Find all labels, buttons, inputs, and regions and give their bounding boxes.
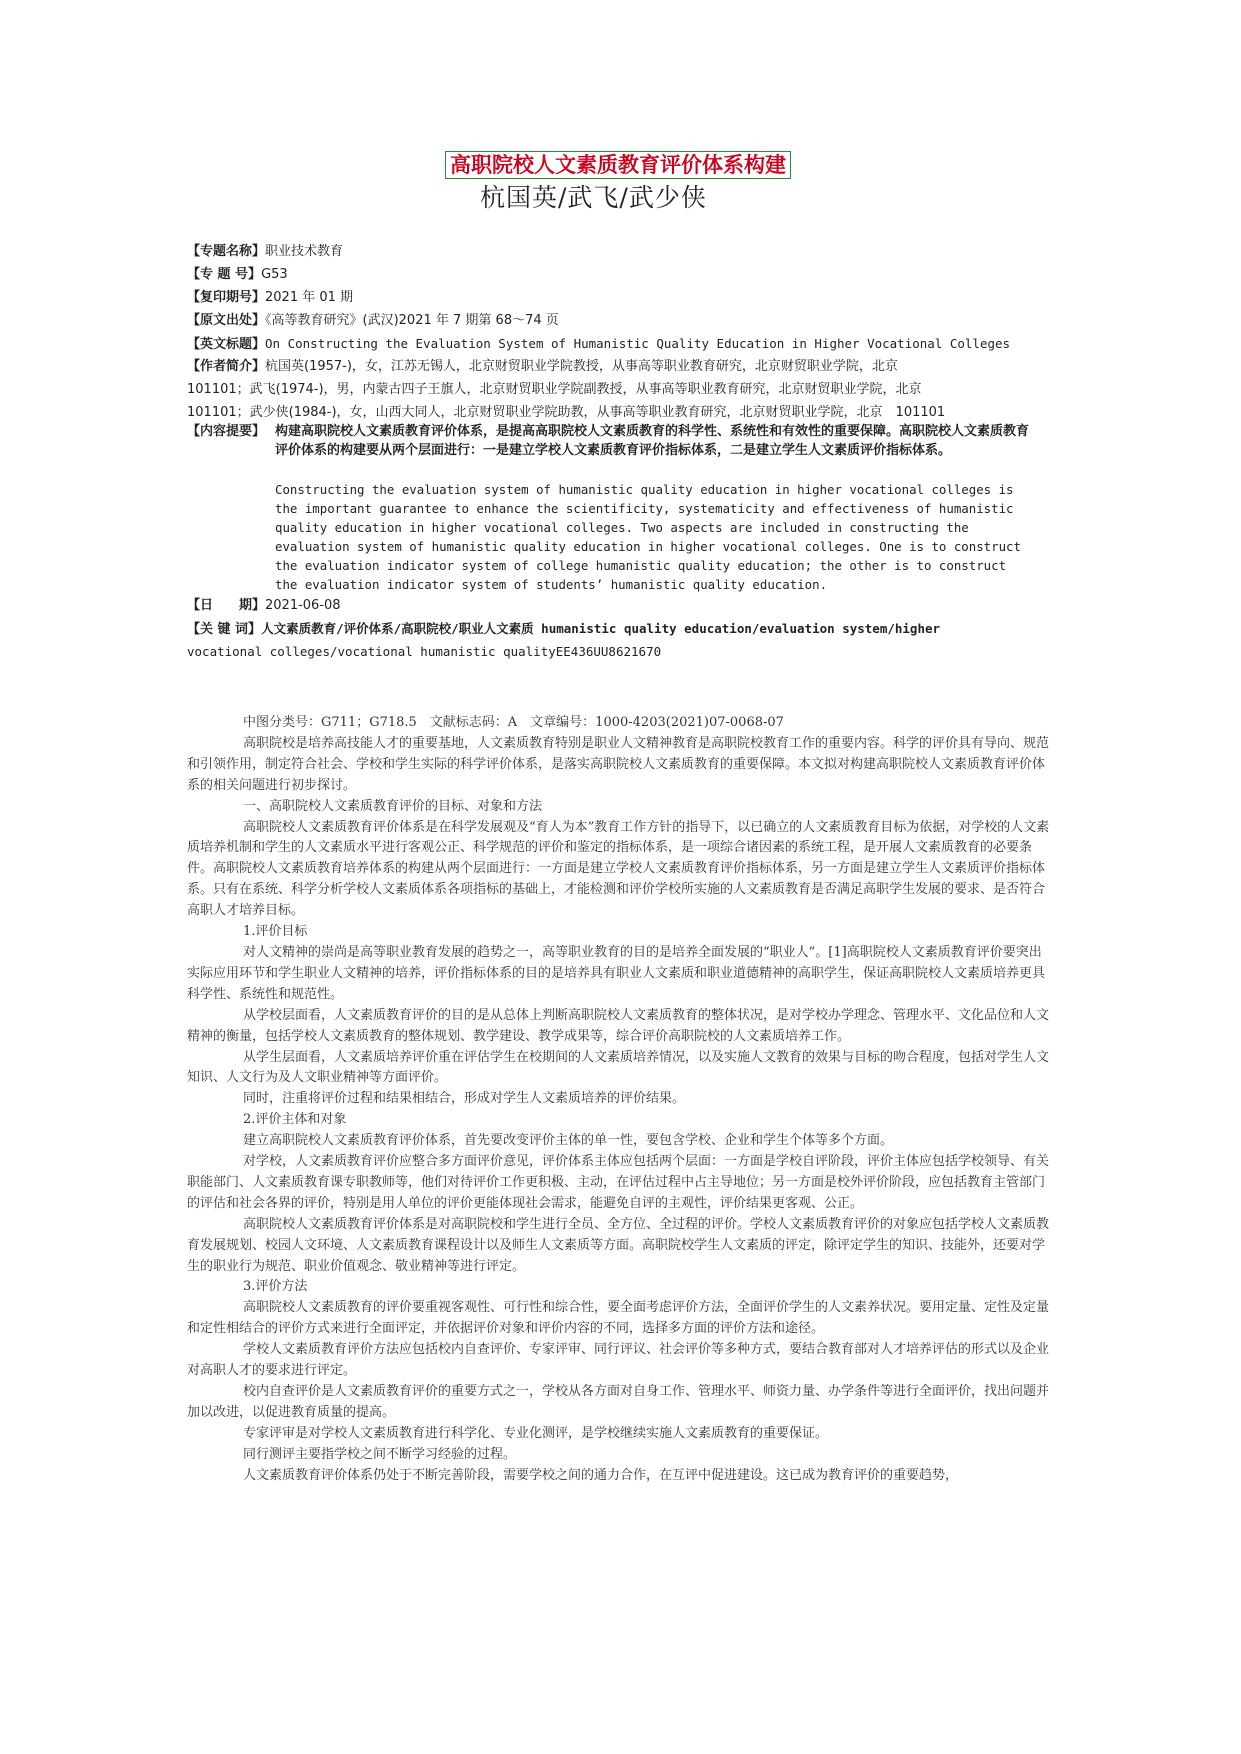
subsection-heading: 1.评价目标 [243, 924, 308, 940]
paragraph: 专家评审是对学校人文素质教育进行科学化、专业化测评，是学校继续实施人文素质教育的重要保证。 [243, 1425, 829, 1441]
section-heading: 一、高职院校人文素质教育评价的目标、对象和方法 [243, 798, 543, 814]
article-authors: 杭国英/武飞/武少侠 [480, 183, 707, 212]
paragraph: 对人文精神的崇尚是高等职业教育发展的趋势之一，高等职业教育的目的是培养全面发展的“职业人”。[1]高职院校人文素质教育评价要突出实际应用环节和学生职业人文精神的培养，评价指标体系的目的是培养具有职业人文素质和职业道德精神的高职学生，保证高职院校人文素质培养更具科学性、系统性和规范性。 [187, 944, 1046, 1002]
paragraph: 同时，注重将评价过程和结果相结合，形成对学生人文素质培养的评价结果。 [243, 1091, 686, 1107]
paragraph: 对学校，人文素质教育评价应整合多方面评价意见，评价体系主体应包括两个层面：一方面是学校自评阶段，评价主体应包括学校领导、有关职能部门、人文素质教育课专职教师等，他们对待评价工作更积极、主动，在评估过程中占主导地位；另一方面是校外评价阶段，应包括教育主管部门的评估和社会各界的评价，特别是用人单位的评价更能体现社会需求，能避免自评的主观性，评价结果更客观、公正。 [187, 1154, 1050, 1211]
meta-topic-no: 【专 题 号】G53 [187, 267, 288, 282]
paragraph: 学校人文素质教育评价方法应包括校内自查评价、专家评审、同行评议、社会评价等多种方式，要结合教育部对人才培养评估的形式以及企业对高职人才的要求进行评定。 [187, 1342, 1050, 1379]
paragraph: 从学校层面看，人文素质教育评价的目的是从总体上判断高职院校人文素质教育的整体状况，是对学校办学理念、管理水平、文化品位和人文精神的衡量，包括学校人文素质教育的整体规划、教学建设、教学成果等，综合评价高职院校的人文素质培养工作。 [187, 1007, 1050, 1044]
meta-date: 【日 期】2021-06-08 [187, 598, 341, 613]
meta-keywords: 【关 键 词】人文素质教育/评价体系/高职院校/职业人文素质 humanistic quality education/evaluation system/higher [187, 621, 941, 637]
classification-line: 中图分类号：G711；G718.5 文献标志码：A 文章编号：1000-4203(2021)07-0068-07 [243, 715, 784, 730]
article-title: 高职院校人文素质教育评价体系构建 [445, 151, 791, 179]
paragraph: 建立高职院校人文素质教育评价体系，首先要改变评价主体的单一性，要包含学校、企业和学生个体等多个方面。 [243, 1133, 894, 1149]
meta-author-intro-line3: 101101；武少侠(1984-)，女，山西大同人，北京财贸职业学院助教，从事高等职业教育研究，北京财贸职业学院，北京 101101 [187, 405, 946, 420]
paragraph: 高职院校人文素质教育评价体系是在科学发展观及“育人为本”教育工作方针的指导下，以已确立的人文素质教育目标为依据，对学校的人文素质培养机制和学生的人文素质水平进行客观公正、科学规范的评价和鉴定的指标体系，是一项综合诸因素的系统工程，是开展人文素质教育的必要条件。高职院校人文素质教育培养体系的构建从两个层面进行：一方面是建立学校人文素质教育评价指标体系，另一方面是建立学生人文素质评价指标体系。只有在系统、科学分析学校人文素质体系各项指标的基础上，才能检测和评价学校所实施的人文素质教育是否满足高职学生发展的要求、是否符合高职人才培养目标。 [187, 819, 1050, 919]
paragraph: 高职院校是培养高技能人才的重要基地，人文素质教育特别是职业人文精神教育是高职院校教育工作的重要内容。科学的评价具有导向、规范和引领作用，制定符合社会、学校和学生实际的科学评价体系，是落实高职院校人文素质教育的重要保障。本文拟对构建高职院校人文素质教育评价体系的相关问题进行初步探讨。 [187, 735, 1050, 793]
paragraph: 高职院校人文素质教育的评价要重视客观性、可行性和综合性，要全面考虑评价方法，全面评价学生的人文素养状况。要用定量、定性及定量和定性相结合的评价方式来进行全面评定，并依据评价对象和评价内容的不同，选择多方面的评价方法和途径。 [187, 1300, 1050, 1337]
paragraph: 人文素质教育评价体系仍处于不断完善阶段，需要学校之间的通力合作，在互评中促进建设。这已成为教育评价的重要趋势， [243, 1467, 959, 1483]
meta-author-intro: 【作者简介】杭国英(1957-)，女，江苏无锡人，北京财贸职业学院教授，从事高等职业教育研究，北京财贸职业学院，北京 [187, 359, 898, 374]
meta-keywords-line2: vocational colleges/vocational humanistic qualityEE436UU8621670 [187, 644, 662, 659]
meta-author-intro-line2: 101101；武飞(1974-)，男，内蒙古四子王旗人，北京财贸职业学院副教授，从事高等职业教育研究，北京财贸职业学院，北京 [187, 382, 922, 397]
subsection-heading: 2.评价主体和对象 [243, 1112, 347, 1128]
paragraph: 校内自查评价是人文素质教育评价的重要方式之一，学校从各方面对自身工作、管理水平、师资力量、办学条件等进行全面评价，找出问题并加以改进，以促进教育质量的提高。 [187, 1384, 1050, 1420]
meta-source: 【原文出处】《高等教育研究》(武汉)2021 年 7 期第 68～74 页 [187, 313, 559, 328]
paragraph: 高职院校人文素质教育评价体系是对高职院校和学生进行全员、全方位、全过程的评价。学校人文素质教育评价的对象应包括学校人文素质教育发展规划、校园人文环境、人文素质教育课程设计以及师生人文素质等方面。高职院校学生人文素质的评定，除评定学生的知识、技能外，还要对学生的职业行为规范、职业价值观念、敬业精神等进行评定。 [187, 1216, 1050, 1274]
abstract-cn: 构建高职院校人文素质教育评价体系，是提高高职院校人文素质教育的科学性、系统性和有效性的重要保障。高职院校人文素质教育评价体系的构建要从两个层面进行：一是建立学校人文素质教育评价指标体系，二是建立学生人文素质评价指标体系。 [275, 424, 1030, 458]
meta-abstract-key: 【内容提要】 [187, 424, 266, 439]
meta-topic-name: 【专题名称】职业技术教育 [187, 244, 344, 259]
article-body [187, 713, 1054, 1487]
meta-en-title: 【英文标题】On Constructing the Evaluation System of Humanistic Quality Education in Higher Vocational Colleges [187, 336, 1011, 352]
meta-reprint: 【复印期号】2021 年 01 期 [187, 290, 354, 305]
subsection-heading: 3.评价方法 [243, 1279, 308, 1295]
abstract-en: Constructing the evaluation system of humanistic quality education in higher vocational colleges is the important guarantee to enhance the scientificity, systematicity and effectiveness of humanistic quality education in higher vocational colleges. Two aspects are included in constructing the evaluation system of humanistic quality education in higher vocational colleges. One is to construct the evaluation indicator system of college humanistic quality education; the other is to construct the evaluation indicator system of students’ humanistic quality education. [275, 482, 1021, 592]
paragraph: 从学生层面看，人文素质培养评价重在评估学生在校期间的人文素质培养情况，以及实施人文教育的效果与目标的吻合程度，包括对学生人文知识、人文行为及人文职业精神等方面评价。 [187, 1049, 1050, 1086]
paragraph: 同行测评主要指学校之间不断学习经验的过程。 [243, 1446, 517, 1462]
